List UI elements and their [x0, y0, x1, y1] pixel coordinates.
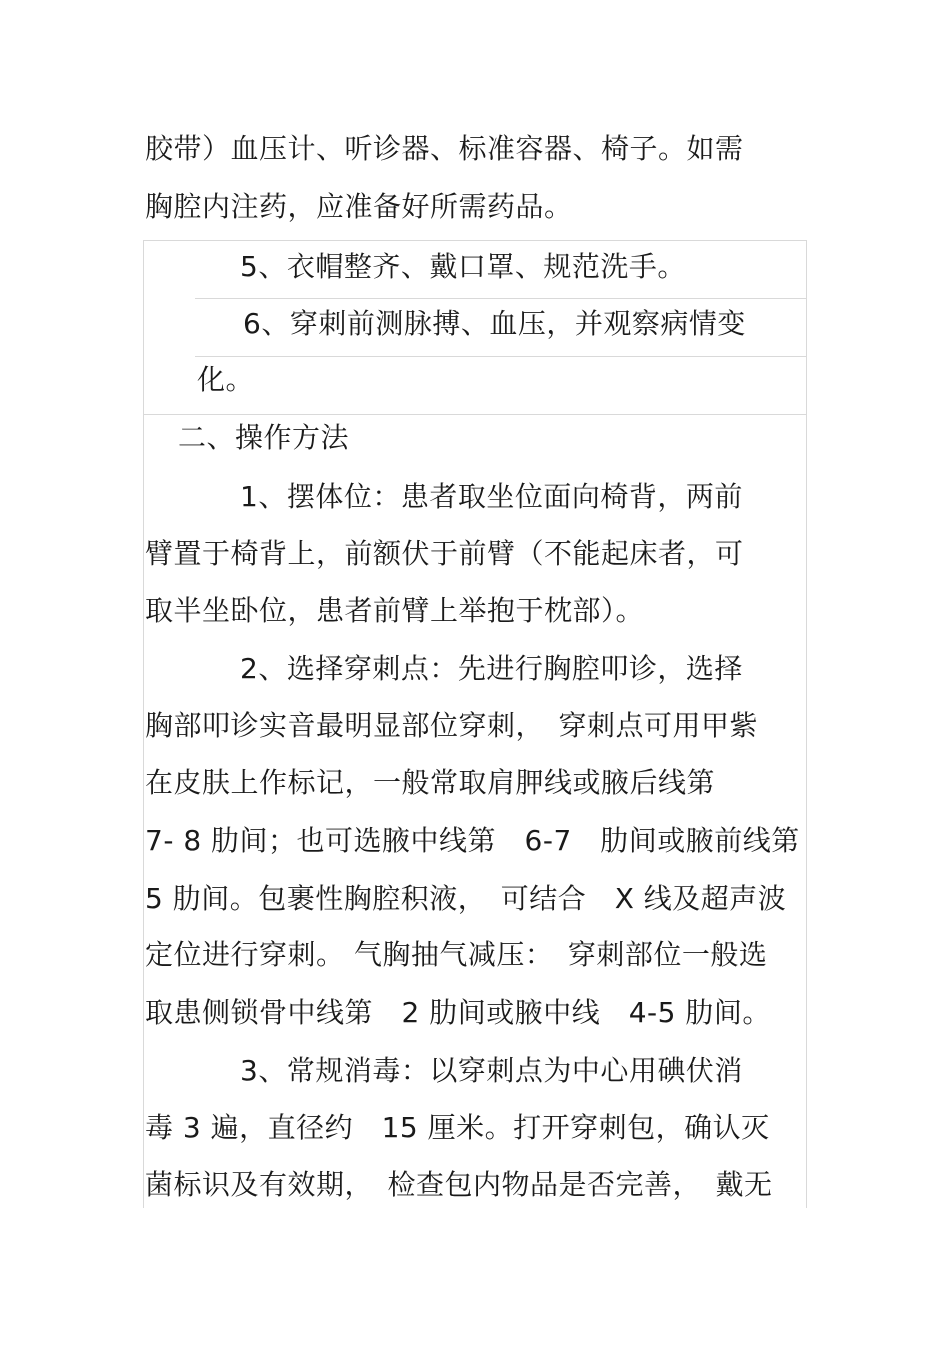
- text-line: 臂置于椅背上，前额伏于前臂（不能起床者，可: [145, 537, 744, 570]
- text-line: 定位进行穿刺。 气胸抽气减压： 穿刺部位一般选: [145, 938, 768, 971]
- text-line: 在皮肤上作标记，一般常取肩胛线或腋后线第: [145, 766, 716, 799]
- table-border-row2: [195, 356, 807, 357]
- section-heading: 二、操作方法: [178, 421, 350, 454]
- text-line: 7- 8 肋间；也可选腋中线第 6-7 肋间或腋前线第: [145, 824, 800, 857]
- text-line: 毒 3 遍，直径约 15 厘米。打开穿刺包，确认灭: [145, 1111, 770, 1144]
- text-line: 3、常规消毒：以穿刺点为中心用碘伏消: [240, 1054, 743, 1087]
- text-line: 6、穿刺前测脉搏、血压，并观察病情变: [243, 307, 746, 340]
- text-line: 5、衣帽整齐、戴口罩、规范洗手。: [240, 250, 686, 283]
- table-border-left: [143, 240, 144, 1208]
- text-line: 胸部叩诊实音最明显部位穿刺， 穿刺点可用甲紫: [145, 709, 759, 742]
- text-line: 1、摆体位：患者取坐位面向椅背，两前: [240, 480, 743, 513]
- table-border-row3: [143, 414, 807, 415]
- text-line: 胶带）血压计、听诊器、标准容器、椅子。如需: [145, 132, 744, 165]
- text-line: 菌标识及有效期， 检查包内物品是否完善， 戴无: [145, 1168, 773, 1201]
- text-line: 5 肋间。包裹性胸腔积液， 可结合 X 线及超声波: [145, 882, 787, 915]
- table-border-row1: [195, 298, 807, 299]
- text-line: 取患侧锁骨中线第 2 肋间或腋中线 4-5 肋间。: [145, 996, 771, 1029]
- text-line: 取半坐卧位，患者前臂上举抱于枕部）。: [145, 594, 645, 627]
- table-border-top: [143, 240, 807, 241]
- text-line: 化。: [197, 363, 255, 396]
- table-border-right: [806, 240, 807, 1208]
- text-line: 胸腔内注药，应准备好所需药品。: [145, 190, 573, 223]
- text-line: 2、选择穿刺点：先进行胸腔叩诊，选择: [240, 652, 743, 685]
